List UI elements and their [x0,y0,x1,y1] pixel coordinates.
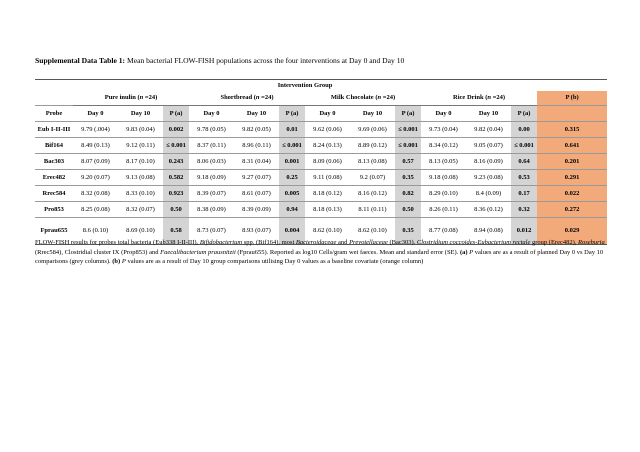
probe-cell: Eub I-II-III [35,122,73,138]
value-cell: 9.2 (0.07) [350,170,395,186]
value-cell: 8.16 (0.09) [466,154,511,170]
value-cell: 9.20 (0.07) [73,170,118,186]
col-day10: Day 10 [466,106,511,122]
pa-cell: 0.50 [163,202,189,218]
table-title-text: Mean bacterial FLOW-FISH populations across the four interventions at Day 0 and Day 10 [125,56,405,65]
pa-cell: 0.17 [511,186,537,202]
probe-cell: Rrec584 [35,186,73,202]
value-cell: 9.13 (0.08) [118,170,163,186]
value-cell: 8.17 (0.10) [118,154,163,170]
col-day10: Day 10 [118,106,163,122]
pa-cell: ≤ 0.001 [395,138,421,154]
value-cell: 9.18 (0.09) [189,170,234,186]
intervention-milk-chocolate: Milk Chocolate (n =24) [305,91,421,106]
col-day10: Day 10 [234,106,279,122]
value-cell: 8.77 (0.08) [421,218,466,245]
probe-cell: Bac303 [35,154,73,170]
table-row [35,170,607,186]
col-pa: P (a) [279,106,305,122]
value-cell: 9.73 (0.04) [421,122,466,138]
pa-cell: 0.01 [279,122,305,138]
table-row [35,122,607,138]
pb-cell: 0.029 [537,218,607,245]
pa-cell: 0.25 [279,170,305,186]
pa-cell: 0.001 [279,154,305,170]
value-cell: 8.62 (0.10) [350,218,395,245]
value-cell: 8.38 (0.09) [189,202,234,218]
intervention-header-row [35,91,607,106]
pa-cell: ≤ 0.001 [163,138,189,154]
pa-cell: 0.923 [163,186,189,202]
value-cell: 8.25 (0.08) [73,202,118,218]
pa-cell: 0.582 [163,170,189,186]
flow-fish-table [35,80,607,245]
pb-cell: 0.315 [537,122,607,138]
value-cell: 9.23 (0.08) [466,170,511,186]
col-pa: P (a) [511,106,537,122]
value-cell: 8.13 (0.05) [421,154,466,170]
value-cell: 9.69 (0.06) [350,122,395,138]
pb-cell: 0.641 [537,138,607,154]
value-cell: 8.94 (0.08) [466,218,511,245]
value-cell: 8.33 (0.10) [118,186,163,202]
pa-cell: 0.012 [511,218,537,245]
col-pa: P (a) [395,106,421,122]
value-cell: 9.83 (0.04) [118,122,163,138]
pa-cell: 0.50 [395,202,421,218]
probe-cell: Bif164 [35,138,73,154]
value-cell: 8.89 (0.12) [350,138,395,154]
value-cell: 8.31 (0.04) [234,154,279,170]
value-cell: 8.73 (0.07) [189,218,234,245]
pa-cell: 0.35 [395,218,421,245]
value-cell: 9.62 (0.06) [305,122,350,138]
table-row [35,202,607,218]
value-cell: 8.18 (0.12) [305,186,350,202]
value-cell: 8.06 (0.03) [189,154,234,170]
value-cell: 8.09 (0.06) [305,154,350,170]
pa-cell: 0.32 [511,202,537,218]
value-cell: 8.36 (0.12) [466,202,511,218]
value-cell: 8.93 (0.07) [234,218,279,245]
value-cell: 9.27 (0.07) [234,170,279,186]
group-header: Intervention Group [277,81,333,89]
value-cell: 8.4 (0.09) [466,186,511,202]
value-cell: 8.62 (0.10) [305,218,350,245]
value-cell: 8.11 (0.11) [350,202,395,218]
value-cell: 8.29 (0.10) [421,186,466,202]
value-cell: 9.78 (0.05) [189,122,234,138]
table-row [35,154,607,170]
pb-cell: 0.201 [537,154,607,170]
pa-cell: 0.00 [511,122,537,138]
value-cell: 8.69 (0.10) [118,218,163,245]
table-row [35,138,607,154]
intervention-pure-inulin: Pure inulin (n =24) [73,91,189,106]
value-cell: 8.39 (0.09) [234,202,279,218]
pb-cell: 0.291 [537,170,607,186]
pa-cell: 0.004 [279,218,305,245]
value-cell: 9.12 (0.11) [118,138,163,154]
table-caption: FLOW-FISH results for probes total bacteria (Eub338 I-II-III), Bifidobacterium spp. (Bif164), most Bacteroidaceae and Prevotellaceae (Bac303). Clostridium coccoides-Eubacterium rectale group (Erec482), Roseburia (Rrec584), Clostridial cluster IX (Prop853) and Faecalibacterium prausnitzii (Fprau655). Reported as log10 Cells/gram wet faeces. Mean and standard error (SE). (a) P values are as a result of planned Day 0 vs Day 10 comparisons (grey columns). (b) P values are as a result of Day 10 group comparisons utilising Day 0 values as a baseline covariate (orange column) [35,239,605,265]
value-cell: 8.49 (0.13) [73,138,118,154]
pa-cell: 0.94 [279,202,305,218]
pa-cell: 0.005 [279,186,305,202]
pa-cell: 0.53 [511,170,537,186]
value-cell: 9.79 (.004) [73,122,118,138]
value-cell: 8.39 (0.07) [189,186,234,202]
col-day0: Day 0 [73,106,118,122]
intervention-rice-drink: Rice Drink (n =24) [421,91,537,106]
pa-cell: 0.64 [511,154,537,170]
col-probe: Probe [35,106,73,122]
col-pa: P (a) [163,106,189,122]
value-cell: 9.05 (0.07) [466,138,511,154]
value-cell: 8.34 (0.12) [421,138,466,154]
table-row [35,186,607,202]
value-cell: 9.11 (0.08) [305,170,350,186]
col-day0: Day 0 [305,106,350,122]
pa-cell: 0.57 [395,154,421,170]
col-day0: Day 0 [421,106,466,122]
probe-cell: Erec482 [35,170,73,186]
pa-cell: 0.58 [163,218,189,245]
probe-cell: Fprau655 [35,218,73,245]
value-cell: 8.6 (0.10) [73,218,118,245]
pa-cell: 0.002 [163,122,189,138]
pa-cell: 0.243 [163,154,189,170]
value-cell: 9.82 (0.04) [466,122,511,138]
value-cell: 8.37 (0.11) [189,138,234,154]
pb-cell: 0.022 [537,186,607,202]
value-cell: 9.18 (0.08) [421,170,466,186]
col-day0: Day 0 [189,106,234,122]
value-cell: 9.82 (0.05) [234,122,279,138]
pb-header: P (b) [537,91,607,106]
table-body [35,122,607,245]
pa-cell: ≤ 0.001 [511,138,537,154]
pa-cell: 0.82 [395,186,421,202]
value-cell: 8.32 (0.07) [118,202,163,218]
table-title [35,56,615,65]
col-day10: Day 10 [350,106,395,122]
value-cell: 8.07 (0.09) [73,154,118,170]
pa-cell: 0.35 [395,170,421,186]
group-header-row [35,80,607,91]
value-cell: 8.96 (0.11) [234,138,279,154]
value-cell: 8.18 (0.13) [305,202,350,218]
value-cell: 8.24 (0.13) [305,138,350,154]
value-cell: 8.32 (0.08) [73,186,118,202]
value-cell: 8.26 (0.11) [421,202,466,218]
value-cell: 8.13 (0.08) [350,154,395,170]
value-cell: 8.16 (0.12) [350,186,395,202]
pa-cell: ≤ 0.001 [279,138,305,154]
intervention-shortbread: Shortbread (n =24) [189,91,305,106]
table-title-label: Supplemental Data Table 1: [35,56,126,65]
pa-cell: ≤ 0.001 [395,122,421,138]
value-cell: 8.61 (0.07) [234,186,279,202]
probe-cell: Pro853 [35,202,73,218]
pb-cell: 0.272 [537,202,607,218]
column-header-row [35,106,607,122]
